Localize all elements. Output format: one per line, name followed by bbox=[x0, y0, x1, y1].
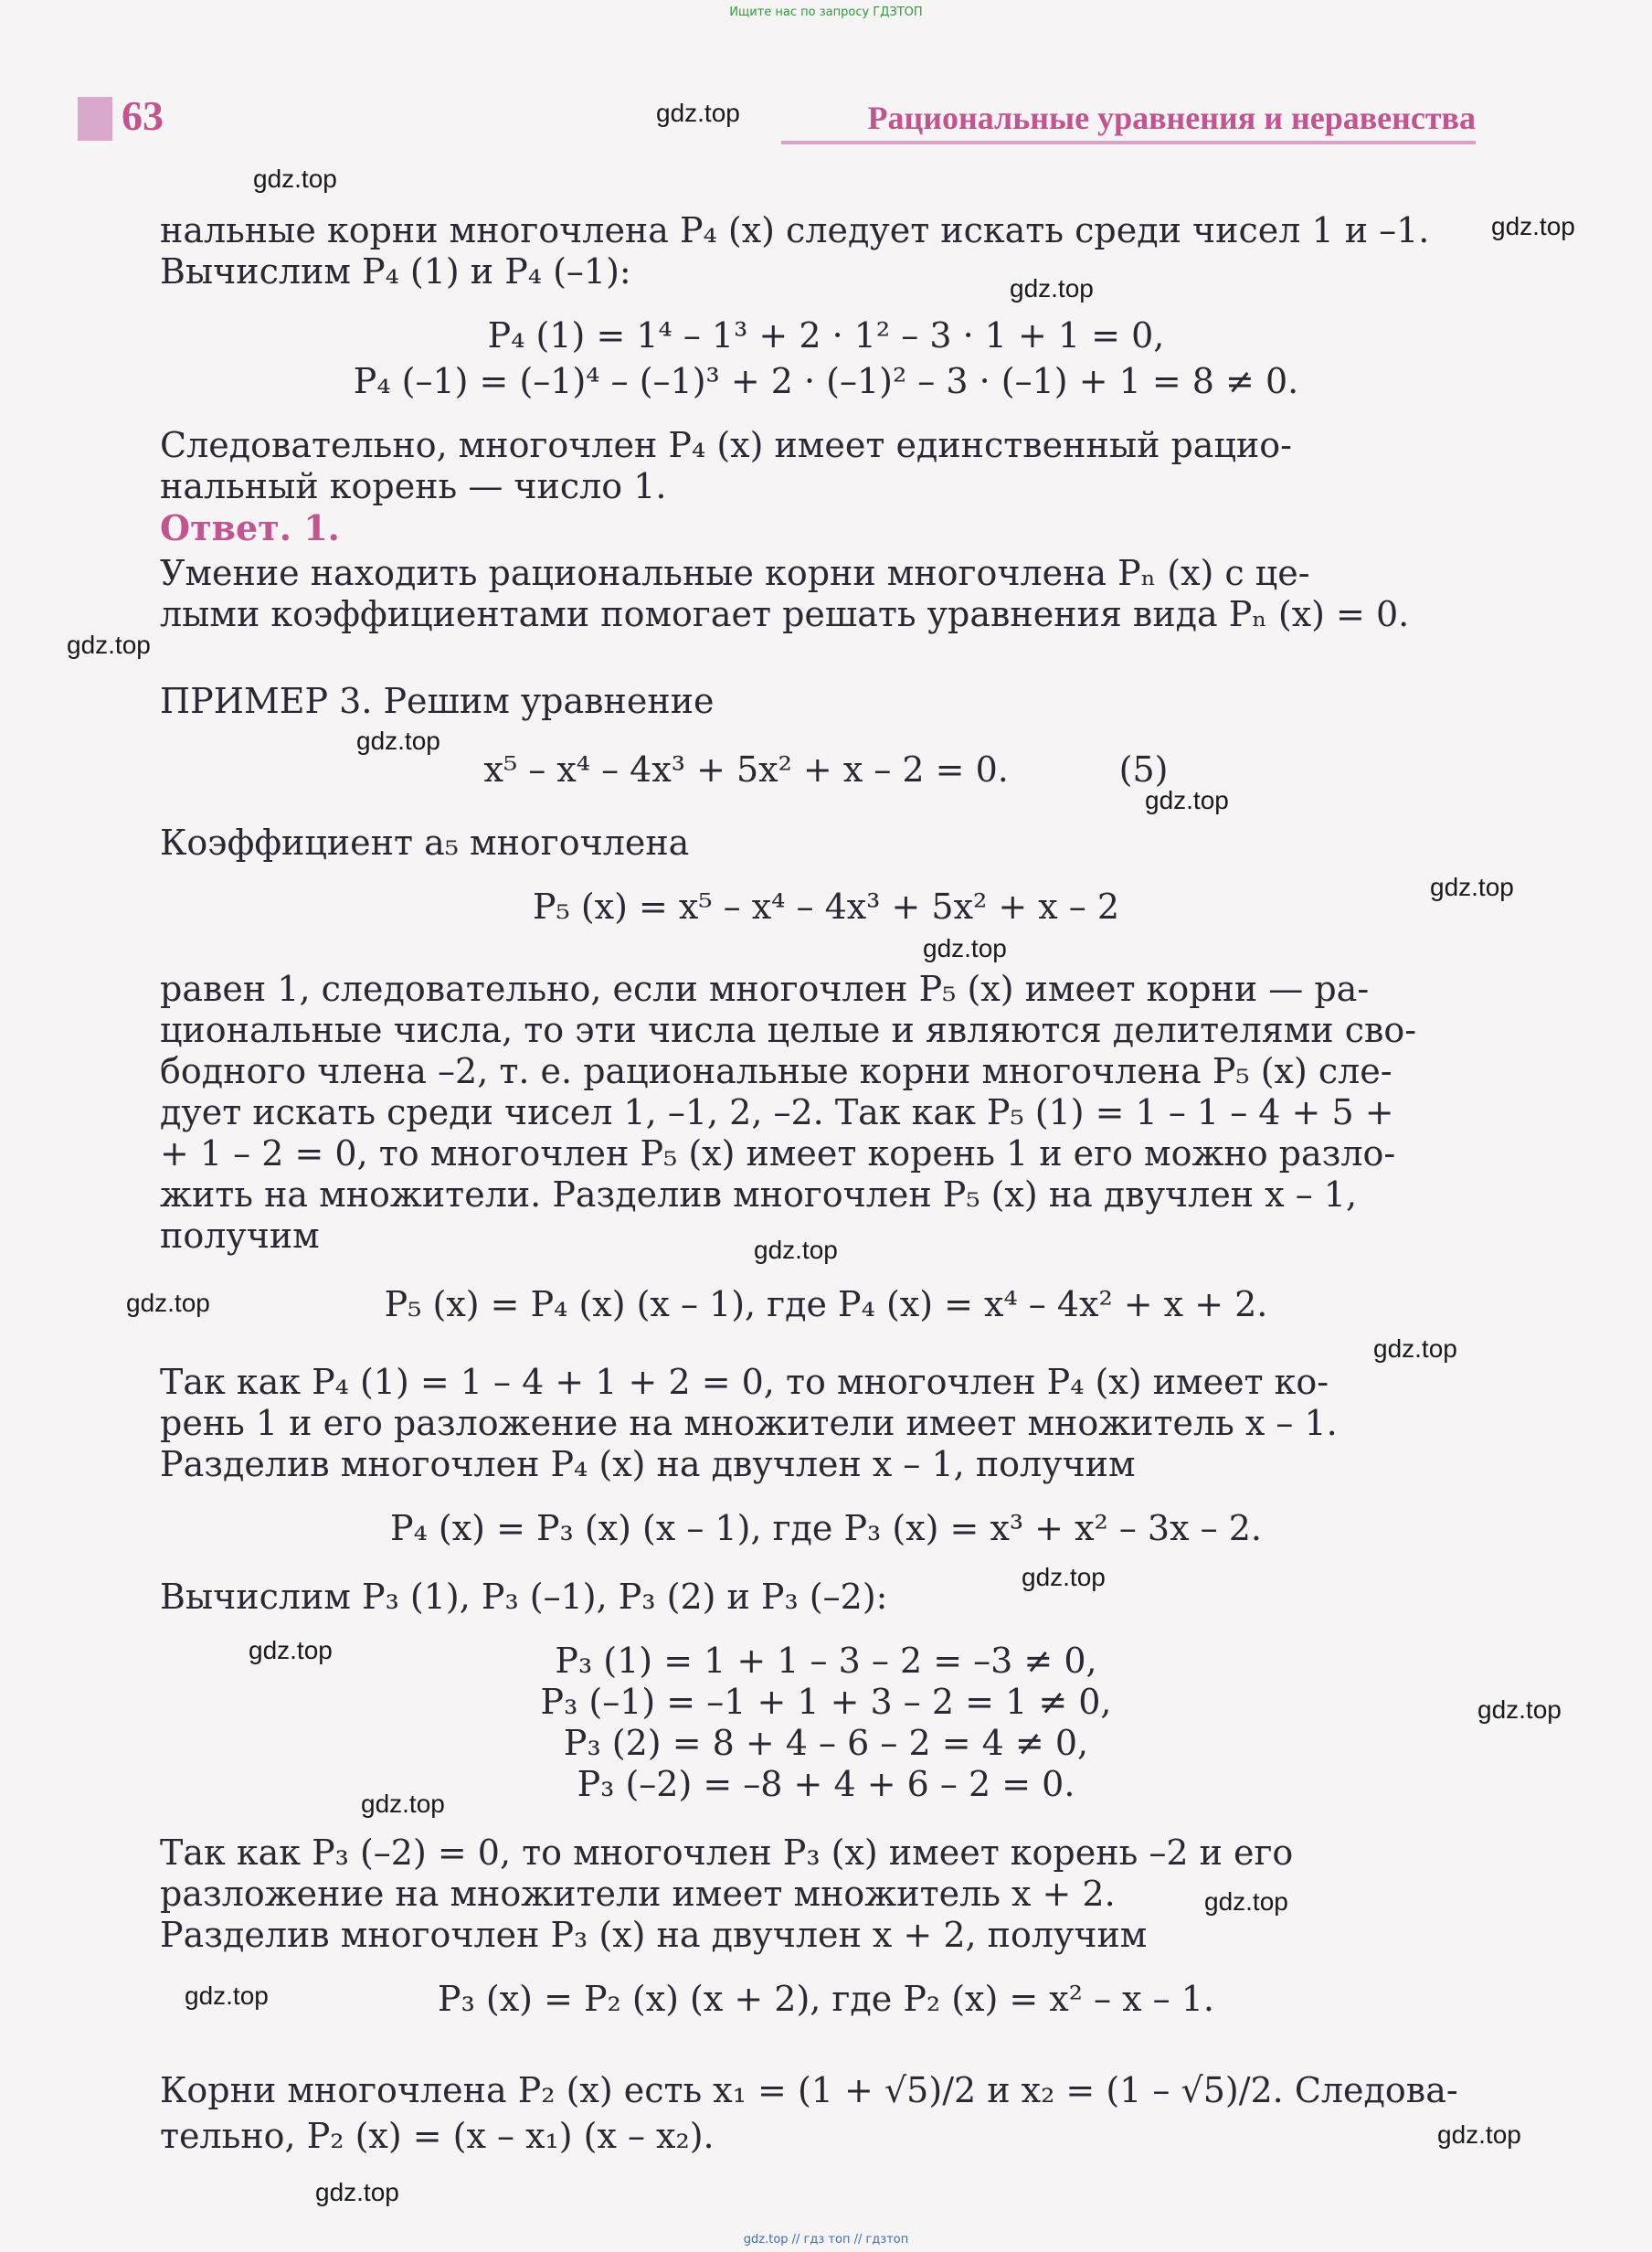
text-line: равен 1, следовательно, если многочлен P₅ (x) имеет корни — ра- bbox=[160, 969, 1370, 1009]
text-line: жить на множители. Разделив многочлен P₅ (x) на двучлен x – 1, bbox=[160, 1174, 1358, 1215]
running-title: Рациональные уравнения и неравенства bbox=[867, 100, 1476, 136]
formula-line: P₅ (x) = x⁵ – x⁴ – 4x³ + 5x² + x – 2 bbox=[532, 887, 1120, 927]
text-line: тельно, P₂ (x) = (x – x₁) (x – x₂). bbox=[160, 2116, 715, 2156]
text-line: Следовательно, многочлен P₄ (x) имеет единственный рацио- bbox=[160, 425, 1292, 465]
watermark: gdz.top bbox=[923, 934, 1007, 962]
page-number: 63 bbox=[122, 92, 164, 139]
watermark: gdz.top bbox=[656, 99, 740, 127]
watermark: gdz.top bbox=[126, 1289, 210, 1317]
formula-line: P₃ (–1) = –1 + 1 + 3 – 2 = 1 ≠ 0, bbox=[540, 1682, 1112, 1722]
watermark: gdz.top bbox=[754, 1236, 838, 1264]
top-note: Ищите нас по запросу ГДЗТОП bbox=[729, 5, 923, 19]
text-line: Разделив многочлен P₃ (x) на двучлен x + 2, получим bbox=[160, 1915, 1148, 1955]
watermark: gdz.top bbox=[361, 1790, 445, 1818]
watermark: gdz.top bbox=[1204, 1887, 1288, 1916]
text-line: бодного члена –2, т. е. рациональные корни многочлена P₅ (x) сле- bbox=[160, 1051, 1393, 1091]
text-line: Разделив многочлен P₄ (x) на двучлен x – 1, получим bbox=[160, 1444, 1136, 1484]
watermark: gdz.top bbox=[1477, 1695, 1562, 1724]
watermark: gdz.top bbox=[67, 631, 151, 659]
formula-line: P₄ (–1) = (–1)⁴ – (–1)³ + 2 · (–1)² – 3 · (–1) + 1 = 8 ≠ 0. bbox=[353, 361, 1299, 401]
formula-line: P₄ (x) = P₃ (x) (x – 1), где P₃ (x) = x³ + x² – 3x – 2. bbox=[390, 1508, 1262, 1548]
watermark: gdz.top bbox=[253, 165, 337, 193]
watermark: gdz.top bbox=[1491, 212, 1575, 240]
header-rule bbox=[781, 141, 1476, 144]
text-line: нальный корень — число 1. bbox=[160, 466, 667, 506]
watermark: gdz.top bbox=[1373, 1334, 1457, 1363]
text-line: нальные корни многочлена P₄ (x) следует искать среди чисел 1 и –1. bbox=[160, 210, 1430, 250]
text-line: разложение на множители имеет множитель x + 2. bbox=[160, 1874, 1116, 1914]
text-line: циональные числа, то эти числа целые и являются делителями сво- bbox=[160, 1010, 1417, 1050]
formula-line: x⁵ – x⁴ – 4x³ + 5x² + x – 2 = 0. (5) bbox=[483, 749, 1169, 790]
text-line: получим bbox=[160, 1216, 320, 1256]
text-line: Корни многочлена P₂ (x) есть x₁ = (1 + √5)/2 и x₂ = (1 – √5)/2. Следова- bbox=[160, 2070, 1458, 2110]
formula-line: P₅ (x) = P₄ (x) (x – 1), где P₄ (x) = x⁴ – 4x² + x + 2. bbox=[384, 1284, 1268, 1324]
formula-line: P₃ (1) = 1 + 1 – 3 – 2 = –3 ≠ 0, bbox=[555, 1641, 1097, 1681]
watermark: gdz.top bbox=[1022, 1563, 1106, 1591]
text-line: рень 1 и его разложение на множители имеет множитель x – 1. bbox=[160, 1403, 1338, 1443]
example-heading: ПРИМЕР 3. Решим уравнение bbox=[160, 681, 715, 721]
text-line: Вычислим P₄ (1) и P₄ (–1): bbox=[160, 251, 631, 292]
header-marker bbox=[78, 97, 112, 141]
formula-line: P₃ (–2) = –8 + 4 + 6 – 2 = 0. bbox=[577, 1764, 1075, 1804]
text-line: дует искать среди чисел 1, –1, 2, –2. Так как P₅ (1) = 1 – 1 – 4 + 5 + bbox=[160, 1092, 1394, 1132]
text-line: Умение находить рациональные корни многочлена Pₙ (x) с це- bbox=[160, 553, 1310, 593]
watermark: gdz.top bbox=[1437, 2120, 1521, 2149]
text-line: Так как P₄ (1) = 1 – 4 + 1 + 2 = 0, то многочлен P₄ (x) имеет ко- bbox=[160, 1362, 1329, 1402]
watermark: gdz.top bbox=[1430, 873, 1514, 901]
formula-line: P₄ (1) = 1⁴ – 1³ + 2 · 1² – 3 · 1 + 1 = 0, bbox=[487, 315, 1165, 356]
watermark: gdz.top bbox=[1010, 274, 1094, 303]
text-line: + 1 – 2 = 0, то многочлен P₅ (x) имеет корень 1 и его можно разло- bbox=[160, 1133, 1396, 1174]
text-line: Вычислим P₃ (1), P₃ (–1), P₃ (2) и P₃ (–2): bbox=[160, 1577, 888, 1617]
text-line: Так как P₃ (–2) = 0, то многочлен P₃ (x) имеет корень –2 и его bbox=[160, 1832, 1294, 1873]
text-line: лыми коэффициентами помогает решать уравнения вида Pₙ (x) = 0. bbox=[160, 594, 1410, 634]
watermark: gdz.top bbox=[249, 1636, 333, 1664]
text-line: Коэффициент a₅ многочлена bbox=[160, 823, 690, 863]
watermark: gdz.top bbox=[315, 2178, 399, 2206]
formula-line: P₃ (2) = 8 + 4 – 6 – 2 = 4 ≠ 0, bbox=[563, 1723, 1089, 1763]
watermark: gdz.top bbox=[1145, 786, 1229, 814]
page-header bbox=[78, 90, 1476, 152]
answer-line: Ответ. 1. bbox=[160, 507, 340, 548]
watermark: gdz.top bbox=[185, 1981, 269, 2010]
watermark: gdz.top bbox=[356, 727, 440, 755]
bottom-note: gdz.top // гдз топ // гдзтоп bbox=[743, 2233, 909, 2247]
formula-line: P₃ (x) = P₂ (x) (x + 2), где P₂ (x) = x² – x – 1. bbox=[438, 1979, 1214, 2019]
